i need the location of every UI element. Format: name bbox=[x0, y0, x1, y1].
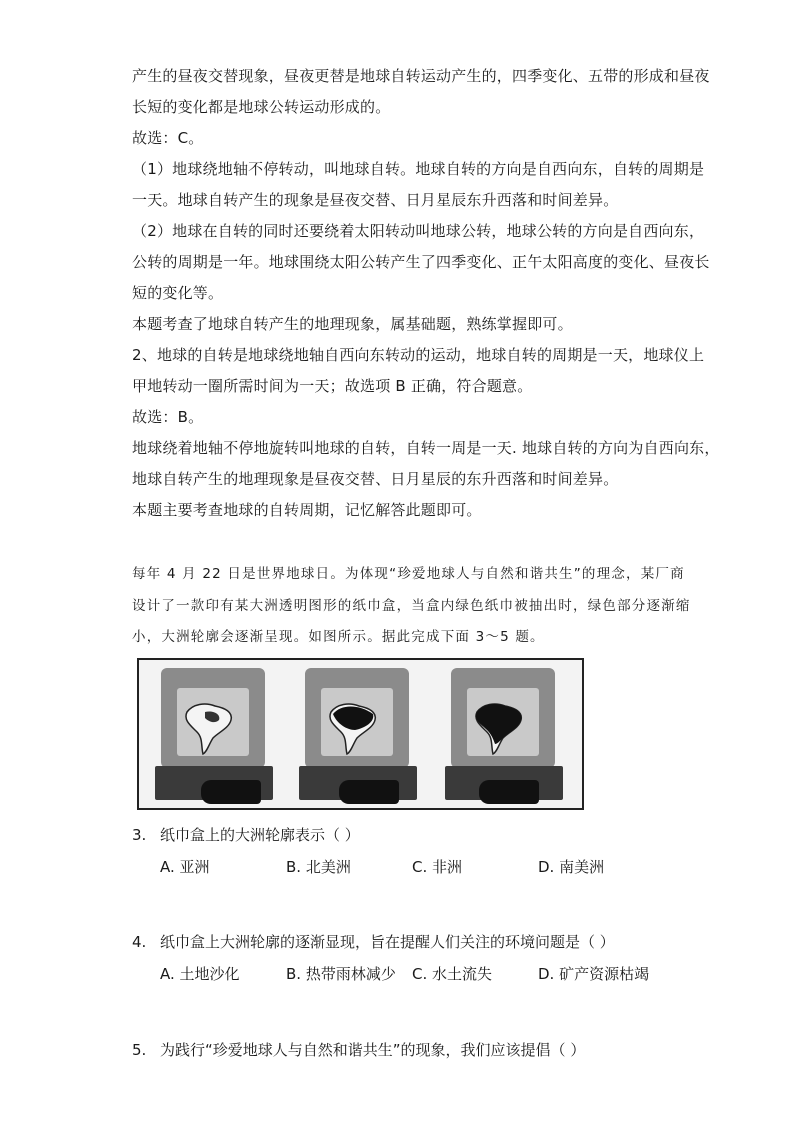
tissue-box bbox=[451, 668, 555, 768]
question-5 bbox=[132, 1040, 585, 1060]
analysis-line: 产生的昼夜交替现象，昼夜更替是地球自转运动产生的，四季变化、五带的形成和昼夜 bbox=[132, 67, 710, 85]
analysis-line: 本题考查了地球自转产生的地理现象，属基础题，熟练掌握即可。 bbox=[132, 315, 573, 333]
south-america-outline-icon bbox=[465, 682, 541, 758]
question-number: 5. bbox=[132, 1041, 147, 1059]
option-a[interactable]: A. 土地沙化 bbox=[160, 965, 240, 983]
hand bbox=[339, 780, 399, 804]
intro-line: 每年 4 月 22 日是世界地球日。为体现“珍爱地球人与自然和谐共生”的理念，某厂商 bbox=[132, 566, 685, 582]
analysis-line: 故选：C。 bbox=[132, 129, 204, 147]
analysis-line: 故选：B。 bbox=[132, 408, 204, 426]
option-d[interactable]: D. 南美洲 bbox=[538, 858, 605, 876]
intro-line: 设计了一款印有某大洲透明图形的纸巾盒，当盒内绿色纸巾被抽出时，绿色部分逐渐缩 bbox=[132, 598, 691, 614]
analysis-line: 地球自转产生的地理现象是昼夜交替、日月星辰的东升西落和时间差异。 bbox=[132, 470, 619, 488]
tissue-box-figure bbox=[137, 658, 584, 810]
question-4 bbox=[132, 932, 615, 952]
analysis-line: 地球绕着地轴不停地旋转叫地球的自转，自转一周是一天. 地球自转的方向为自西向东， bbox=[132, 439, 720, 457]
tissue-box bbox=[305, 668, 409, 768]
analysis-line: 公转的周期是一年。地球围绕太阳公转产生了四季变化、正午太阳高度的变化、昼夜长 bbox=[132, 253, 710, 271]
question-3 bbox=[132, 825, 360, 845]
question-number: 4. bbox=[132, 933, 147, 951]
option-c[interactable]: C. 水土流失 bbox=[412, 965, 493, 983]
analysis-line: 短的变化等。 bbox=[132, 284, 224, 302]
analysis-line: 本题主要考查地球的自转周期，记忆解答此题即可。 bbox=[132, 501, 482, 519]
question-stem: 为践行“珍爱地球人与自然和谐共生”的现象，我们应该提倡（ ） bbox=[160, 1041, 586, 1059]
hand bbox=[201, 780, 261, 804]
option-c[interactable]: C. 非洲 bbox=[412, 858, 463, 876]
south-america-outline-icon bbox=[319, 682, 395, 758]
intro-line: 小，大洲轮廓会逐渐呈现。如图所示。据此完成下面 3～5 题。 bbox=[132, 629, 545, 645]
hand bbox=[479, 780, 539, 804]
option-d[interactable]: D. 矿产资源枯竭 bbox=[538, 965, 650, 983]
option-b[interactable]: B. 热带雨林减少 bbox=[286, 965, 396, 983]
analysis-line: 甲地转动一圈所需时间为一天；故选项 B 正确，符合题意。 bbox=[132, 377, 533, 395]
south-america-outline-icon bbox=[175, 682, 251, 758]
analysis-line: （2）地球在自转的同时还要绕着太阳转动叫地球公转，地球公转的方向是自西向东， bbox=[132, 222, 705, 240]
analysis-line: 一天。地球自转产生的现象是昼夜交替、日月星辰东升西落和时间差异。 bbox=[132, 191, 619, 209]
analysis-line: 长短的变化都是地球公转运动形成的。 bbox=[132, 98, 391, 116]
question-stem: 纸巾盒上的大洲轮廓表示（ ） bbox=[160, 826, 360, 844]
question-stem: 纸巾盒上大洲轮廓的逐渐显现，旨在提醒人们关注的环境问题是（ ） bbox=[160, 933, 615, 951]
option-b[interactable]: B. 北美洲 bbox=[286, 858, 351, 876]
analysis-line: 2、地球的自转是地球绕地轴自西向东转动的运动，地球自转的周期是一天，地球仪上 bbox=[132, 346, 705, 364]
tissue-box bbox=[161, 668, 265, 768]
option-a[interactable]: A. 亚洲 bbox=[160, 858, 210, 876]
question-number: 3. bbox=[132, 826, 147, 844]
analysis-line: （1）地球绕地轴不停转动，叫地球自转。地球自转的方向是自西向东，自转的周期是 bbox=[132, 160, 705, 178]
